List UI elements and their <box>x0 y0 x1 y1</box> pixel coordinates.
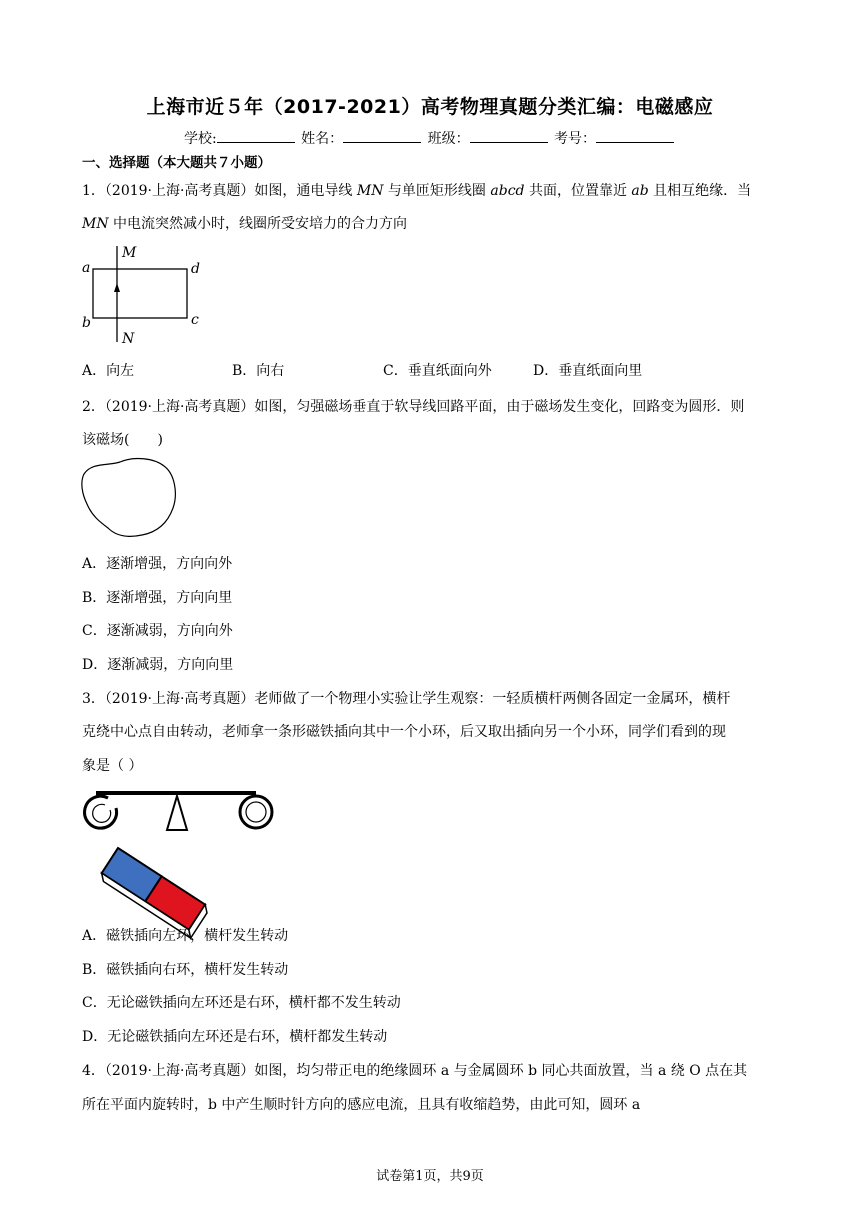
label-M: M <box>122 245 137 261</box>
q2-option-b[interactable]: B．逐渐增强，方向向里 <box>82 590 233 606</box>
right-ring <box>240 796 272 828</box>
q3-stem-line2: 克绕中心点自由转动，老师拿一条形磁铁插向其中一个小环，后又取出插向另一个小环，同学们看到的现 <box>82 724 726 740</box>
q1-text: 且相互绝缘．当 <box>648 183 752 199</box>
q1-mn: MN <box>356 183 384 199</box>
q2-figure <box>78 452 182 542</box>
q3-stem-line3: 象是（ ） <box>82 758 143 774</box>
q1-option-c[interactable]: C．垂直纸面向外 <box>383 363 492 379</box>
q1-text: 中电流突然减小时，线圈所受安培力的合力方向 <box>108 216 408 232</box>
school-blank[interactable] <box>217 130 295 143</box>
q3-figure <box>80 788 280 908</box>
q1-abcd: abcd <box>490 183 525 199</box>
q4-stem-line2: 所在平面内旋转时，b 中产生顺时针方向的感应电流，且具有收缩趋势，由此可知，圆环 a <box>82 1097 641 1113</box>
q1-option-a[interactable]: A．向左 <box>82 363 135 379</box>
q3-option-a[interactable]: A．磁铁插向左环，横杆发生转动 <box>82 928 289 944</box>
label-b: b <box>82 315 91 331</box>
q2-option-c[interactable]: C．逐渐减弱，方向向外 <box>82 623 233 639</box>
left-ring <box>85 796 117 828</box>
q4-stem-line1: 4．（2019·上海·高考真题）如图，均匀带正电的绝缘圆环 a 与金属圆环 b 同心共面放置，当 a 绕 O 点在其 <box>82 1063 748 1079</box>
q2-option-d[interactable]: D．逐渐减弱，方向向里 <box>82 657 234 673</box>
left-ring-inner <box>93 804 111 822</box>
q3-option-d[interactable]: D．无论磁铁插向左环还是右环，横杆都发生转动 <box>82 1029 388 1045</box>
section-heading: 一、选择题（本大题共７小题） <box>82 155 271 171</box>
right-ring-inner <box>246 802 266 822</box>
q1-text: 共面，位置靠近 <box>524 183 632 199</box>
q2-stem-line2: 该磁场( ) <box>82 432 163 448</box>
label-c: c <box>191 312 199 328</box>
q2-option-a[interactable]: A．逐渐增强，方向向外 <box>82 556 233 572</box>
class-blank[interactable] <box>470 130 548 143</box>
q1-option-d[interactable]: D．垂直纸面向里 <box>533 363 643 379</box>
label-d: d <box>191 261 200 277</box>
exam-no-blank[interactable] <box>596 130 674 143</box>
q1-figure <box>80 244 210 348</box>
q3-option-c[interactable]: C．无论磁铁插向左环还是右环，横杆都不发生转动 <box>82 995 401 1011</box>
q1-stem-line2 <box>82 213 407 233</box>
q3-option-b[interactable]: B．磁铁插向右环，横杆发生转动 <box>82 962 289 978</box>
name-label: 姓名： <box>301 131 344 147</box>
current-arrow <box>114 283 120 292</box>
q1-text: 1．（2019·上海·高考真题）如图，通电导线 <box>82 183 357 199</box>
label-N: N <box>122 331 135 347</box>
school-label: 学校: <box>183 131 217 147</box>
label-a: a <box>82 260 91 276</box>
q2-stem-line1: 2．（2019·上海·高考真题）如图，匀强磁场垂直于软导线回路平面，由于磁场发生变化，回路变为圆形．则 <box>82 399 745 415</box>
q1-option-b[interactable]: B．向右 <box>232 363 285 379</box>
q1-ab: ab <box>631 183 649 199</box>
q1-mn: MN <box>82 216 109 232</box>
page-title: 上海市近５年（2017-2021）高考物理真题分类汇编：电磁感应 <box>146 96 714 118</box>
q1-stem-line1 <box>82 180 751 200</box>
pivot-triangle <box>167 796 187 830</box>
class-label: 班级： <box>427 131 470 147</box>
student-info-row <box>0 128 860 148</box>
coil-rectangle <box>93 269 187 318</box>
soft-wire-loop <box>82 459 175 537</box>
page-footer: 试卷第1页，共9页 <box>376 1169 484 1184</box>
q1-text: 与单匝矩形线圈 <box>383 183 491 199</box>
name-blank[interactable] <box>343 130 421 143</box>
exam-no-label: 考号： <box>554 131 597 147</box>
q3-stem-line1: 3．（2019·上海·高考真题）老师做了一个物理小实验让学生观察：一轻质横杆两侧各固定一金属环，横杆 <box>82 691 731 707</box>
